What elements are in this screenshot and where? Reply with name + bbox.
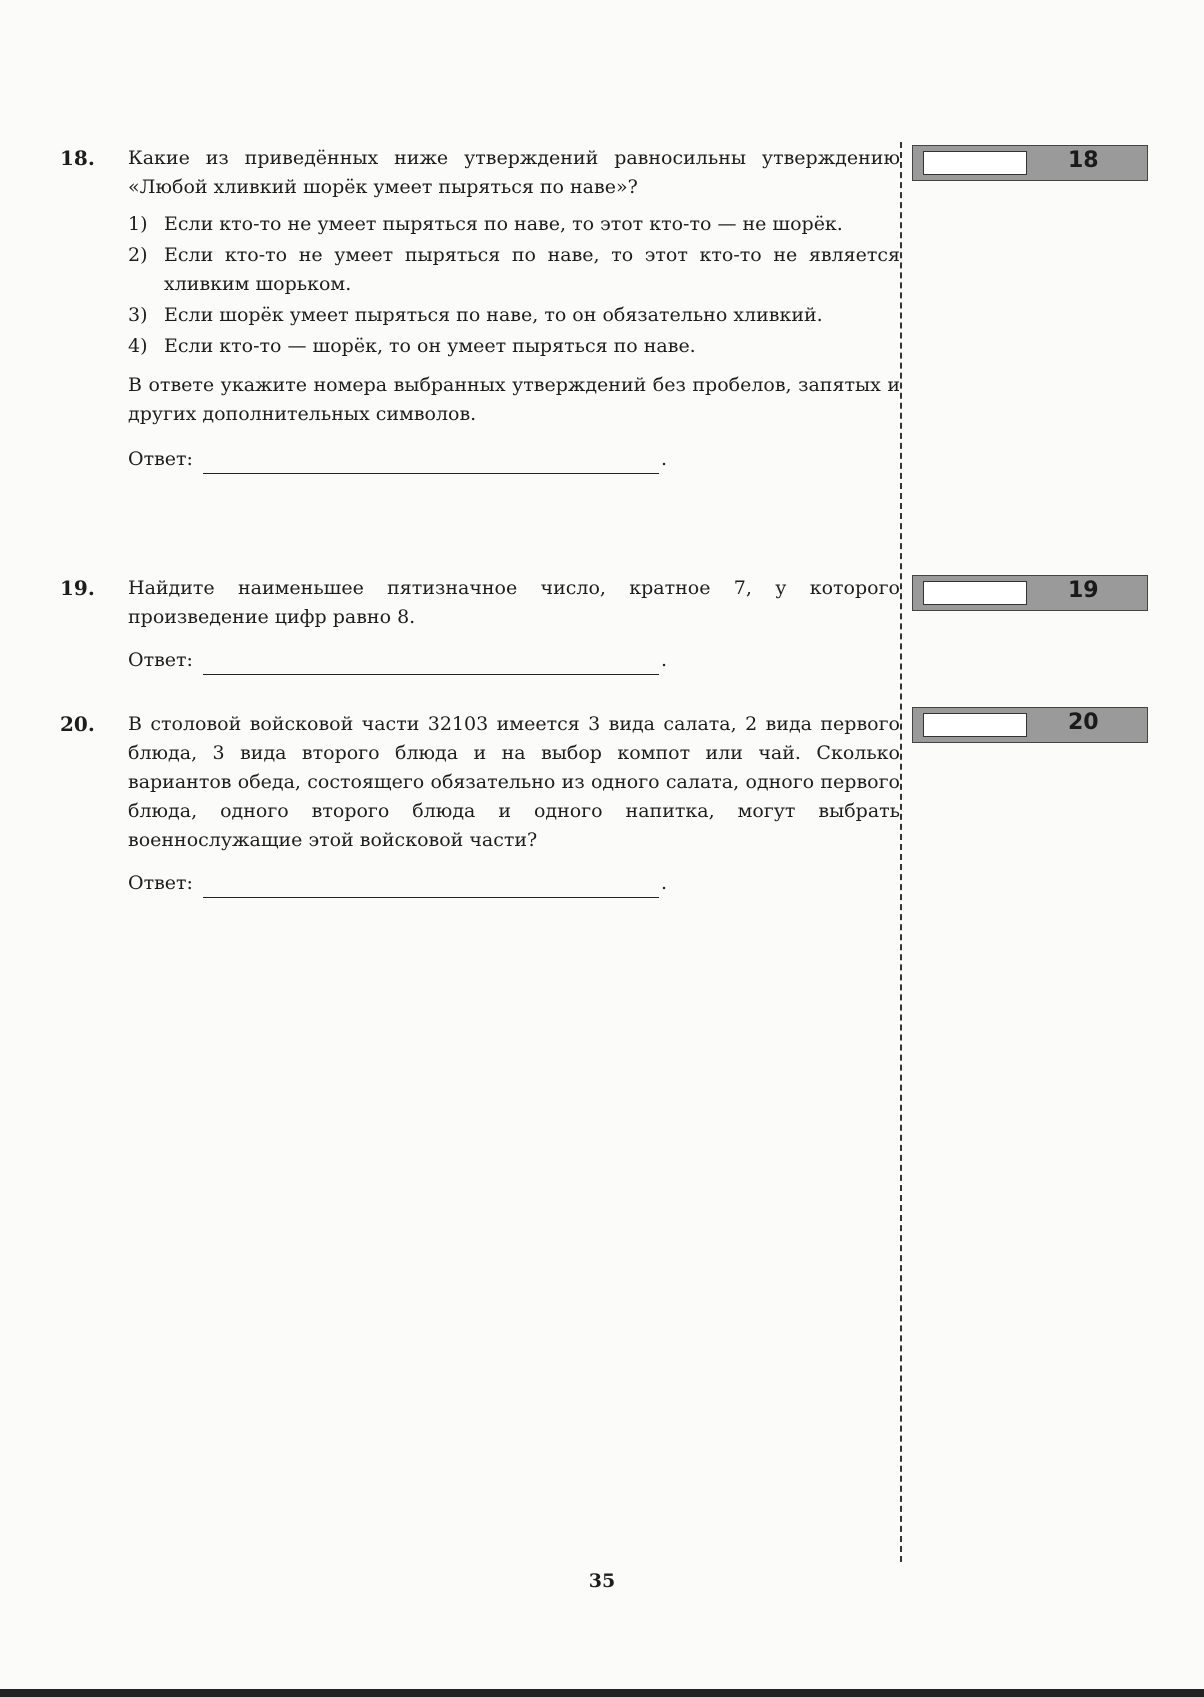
option-3	[128, 301, 900, 330]
answer-box-number: 20	[1068, 710, 1099, 735]
task-number: 20.	[60, 712, 95, 736]
answer-line[interactable]	[203, 451, 659, 474]
answer-line[interactable]	[203, 652, 659, 675]
task-18	[60, 144, 900, 474]
option-number: 1)	[128, 213, 148, 235]
task-question: В столовой войсковой части 32103 имеется 3 вида салата, 2 вида первого блюда, 3 вида второго блюда и на выбор компот или чай. Сколько вариантов обеда, состоящего обязательно из одного салата, одного первого блюда, одного второго блюда и одного напитка, могут выбрать военнослужащие этой войсковой части?	[128, 713, 900, 851]
answer-label: Ответ:	[128, 649, 193, 671]
answer-row	[128, 445, 900, 474]
answer-box-19	[912, 575, 1148, 611]
answer-end: .	[660, 448, 667, 470]
answer-box-field[interactable]	[923, 151, 1027, 175]
answer-box-field[interactable]	[923, 581, 1027, 605]
answer-row	[128, 646, 900, 675]
option-text: Если кто-то не умеет пыряться по наве, то этот кто-то не является хливким шорьком.	[164, 244, 900, 295]
option-number: 4)	[128, 335, 148, 357]
option-number: 2)	[128, 244, 148, 266]
option-1	[128, 210, 900, 239]
task-number: 18.	[60, 146, 95, 170]
answer-box-number: 18	[1068, 148, 1099, 173]
task-question: Найдите наименьшее пятизначное число, кратное 7, у которого произведение цифр равно 8.	[128, 577, 900, 628]
answer-end: .	[660, 872, 667, 894]
option-text: Если кто-то не умеет пыряться по наве, то этот кто-то — не шорёк.	[164, 213, 843, 235]
option-text: Если кто-то — шорёк, то он умеет пыряться по наве.	[164, 335, 696, 357]
task-number: 19.	[60, 576, 95, 600]
option-4	[128, 332, 900, 361]
page-number: 35	[588, 1570, 616, 1592]
scan-edge	[0, 1689, 1204, 1697]
answer-row	[128, 869, 900, 898]
task-20	[60, 710, 900, 898]
option-number: 3)	[128, 304, 148, 326]
option-text: Если шорёк умеет пыряться по наве, то он обязательно хливкий.	[164, 304, 823, 326]
task-instruction: В ответе укажите номера выбранных утверждений без пробелов, запятых и других дополнительных символов.	[128, 374, 900, 425]
answer-box-18	[912, 145, 1148, 181]
task-19	[60, 574, 900, 675]
task-question: Какие из приведённых ниже утверждений равносильны утверждению «Любой хливкий шорёк умеет пыряться по наве»?	[128, 147, 900, 198]
answer-box-field[interactable]	[923, 713, 1027, 737]
answer-label: Ответ:	[128, 448, 193, 470]
answer-line[interactable]	[203, 875, 659, 898]
answer-label: Ответ:	[128, 872, 193, 894]
cut-line	[900, 142, 902, 1562]
answer-end: .	[660, 649, 667, 671]
answer-box-number: 19	[1068, 578, 1099, 603]
answer-box-20	[912, 707, 1148, 743]
option-2	[128, 241, 900, 299]
